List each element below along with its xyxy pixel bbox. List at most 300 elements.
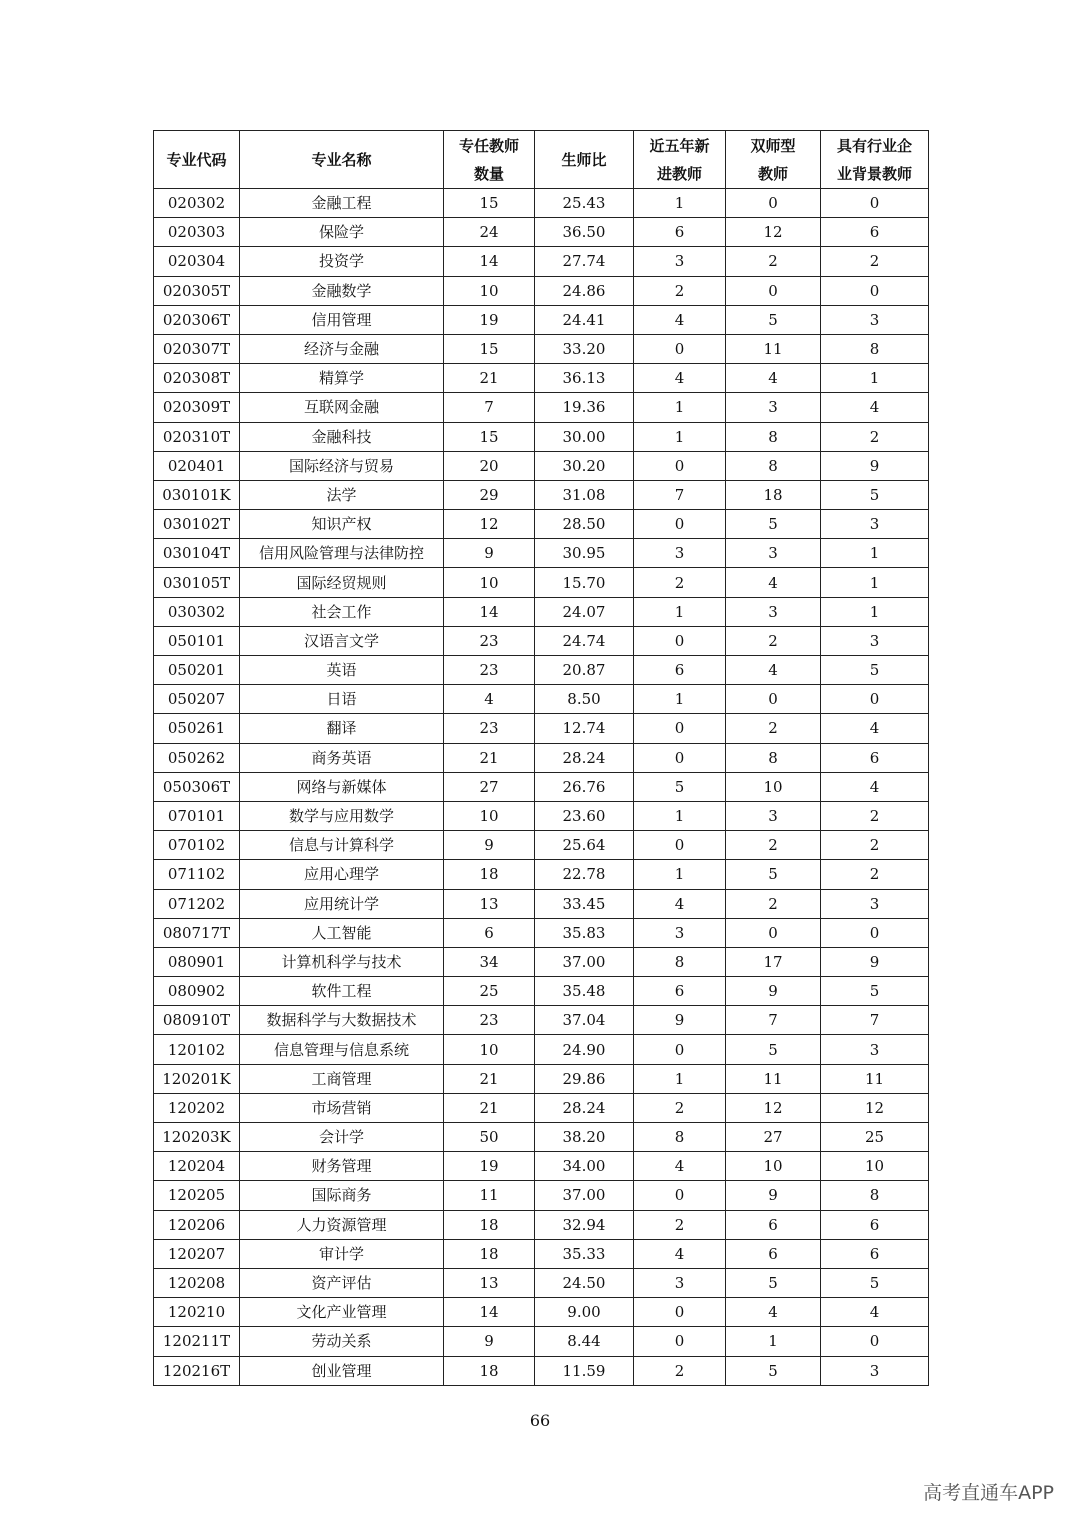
table-cell: 13 <box>444 889 535 918</box>
table-cell: 29 <box>444 480 535 509</box>
table-cell: 11 <box>821 1064 929 1093</box>
table-cell: 25.64 <box>535 831 634 860</box>
table-cell: 50 <box>444 1123 535 1152</box>
table-row <box>154 1152 929 1181</box>
table-cell: 3 <box>821 626 929 655</box>
table-cell: 7 <box>444 393 535 422</box>
table-cell: 信用风险管理与法律防控 <box>240 539 444 568</box>
table-cell: 020304 <box>154 247 240 276</box>
table-cell: 21 <box>444 743 535 772</box>
table-cell: 12 <box>444 510 535 539</box>
table-cell: 3 <box>726 539 821 568</box>
table-cell: 071102 <box>154 860 240 889</box>
table-cell: 8 <box>726 451 821 480</box>
table-row <box>154 1239 929 1268</box>
table-row <box>154 334 929 363</box>
table-cell: 7 <box>634 480 726 509</box>
table-cell: 4 <box>634 364 726 393</box>
table-cell: 2 <box>726 889 821 918</box>
table-cell: 4 <box>726 656 821 685</box>
column-header: 专业代码 <box>154 131 240 189</box>
table-cell: 21 <box>444 1064 535 1093</box>
table-cell: 13 <box>444 1268 535 1297</box>
table-cell: 1 <box>634 422 726 451</box>
table-cell: 8 <box>726 743 821 772</box>
table-cell: 050101 <box>154 626 240 655</box>
table-cell: 15 <box>444 334 535 363</box>
table-cell: 4 <box>634 889 726 918</box>
table-cell: 3 <box>821 1356 929 1385</box>
table-cell: 9 <box>821 947 929 976</box>
table-cell: 080902 <box>154 977 240 1006</box>
table-cell: 11 <box>444 1181 535 1210</box>
table-cell: 5 <box>821 656 929 685</box>
table-cell: 2 <box>821 860 929 889</box>
table-cell: 36.50 <box>535 218 634 247</box>
table-cell: 120211T <box>154 1327 240 1356</box>
table-cell: 6 <box>726 1239 821 1268</box>
table-cell: 劳动关系 <box>240 1327 444 1356</box>
table-cell: 保险学 <box>240 218 444 247</box>
table-cell: 英语 <box>240 656 444 685</box>
table-cell: 120205 <box>154 1181 240 1210</box>
majors-faculty-table <box>153 130 929 1386</box>
table-cell: 120102 <box>154 1035 240 1064</box>
table-row <box>154 393 929 422</box>
table-cell: 5 <box>634 772 726 801</box>
table-cell: 23 <box>444 714 535 743</box>
table-cell: 1 <box>634 1064 726 1093</box>
table-cell: 21 <box>444 1093 535 1122</box>
table-header <box>154 131 929 189</box>
table-cell: 2 <box>634 276 726 305</box>
table-cell: 6 <box>821 218 929 247</box>
table-cell: 国际经济与贸易 <box>240 451 444 480</box>
table-cell: 8 <box>634 1123 726 1152</box>
table-cell: 32.94 <box>535 1210 634 1239</box>
table-cell: 6 <box>821 743 929 772</box>
table-row <box>154 218 929 247</box>
table-cell: 37.04 <box>535 1006 634 1035</box>
table-cell: 23.60 <box>535 801 634 830</box>
table-row <box>154 918 929 947</box>
table-cell: 030101K <box>154 480 240 509</box>
table-row <box>154 656 929 685</box>
table-cell: 37.00 <box>535 947 634 976</box>
table-cell: 2 <box>726 247 821 276</box>
table-cell: 法学 <box>240 480 444 509</box>
table-cell: 0 <box>821 1327 929 1356</box>
table-row <box>154 831 929 860</box>
table-cell: 人工智能 <box>240 918 444 947</box>
table-cell: 020308T <box>154 364 240 393</box>
table-cell: 1 <box>634 860 726 889</box>
table-row <box>154 1093 929 1122</box>
table-cell: 25.43 <box>535 189 634 218</box>
table-row <box>154 510 929 539</box>
table-cell: 金融数学 <box>240 276 444 305</box>
table-cell: 2 <box>634 1093 726 1122</box>
table-cell: 审计学 <box>240 1239 444 1268</box>
table-cell: 5 <box>726 1356 821 1385</box>
table-cell: 120206 <box>154 1210 240 1239</box>
table-cell: 0 <box>726 685 821 714</box>
table-cell: 17 <box>726 947 821 976</box>
table-cell: 计算机科学与技术 <box>240 947 444 976</box>
table-cell: 18 <box>726 480 821 509</box>
table-cell: 5 <box>726 1035 821 1064</box>
table-cell: 1 <box>821 568 929 597</box>
table-cell: 23 <box>444 626 535 655</box>
table-cell: 0 <box>634 626 726 655</box>
table-cell: 020302 <box>154 189 240 218</box>
table-cell: 国际经贸规则 <box>240 568 444 597</box>
table-body <box>154 189 929 1386</box>
table-cell: 36.13 <box>535 364 634 393</box>
table-cell: 日语 <box>240 685 444 714</box>
table-row <box>154 422 929 451</box>
table-row <box>154 568 929 597</box>
table-cell: 120208 <box>154 1268 240 1297</box>
table-row <box>154 1210 929 1239</box>
table-cell: 24.50 <box>535 1268 634 1297</box>
table-cell: 28.24 <box>535 1093 634 1122</box>
column-header: 具有行业企 业背景教师 <box>821 131 929 189</box>
table-cell: 120202 <box>154 1093 240 1122</box>
table-cell: 030105T <box>154 568 240 597</box>
table-cell: 24.07 <box>535 597 634 626</box>
column-header: 专任教师 数量 <box>444 131 535 189</box>
table-row <box>154 1123 929 1152</box>
table-cell: 19 <box>444 305 535 334</box>
table-cell: 27 <box>726 1123 821 1152</box>
table-cell: 18 <box>444 1210 535 1239</box>
table-cell: 0 <box>634 831 726 860</box>
table-row <box>154 743 929 772</box>
table-cell: 080717T <box>154 918 240 947</box>
table-cell: 0 <box>634 334 726 363</box>
table-row <box>154 889 929 918</box>
table-cell: 15 <box>444 422 535 451</box>
table-cell: 9 <box>444 831 535 860</box>
table-cell: 27.74 <box>535 247 634 276</box>
table-cell: 1 <box>726 1327 821 1356</box>
table-cell: 071202 <box>154 889 240 918</box>
table-row <box>154 1268 929 1297</box>
table-cell: 080901 <box>154 947 240 976</box>
table-cell: 030302 <box>154 597 240 626</box>
table-cell: 6 <box>634 977 726 1006</box>
table-cell: 10 <box>821 1152 929 1181</box>
table-cell: 10 <box>444 1035 535 1064</box>
table-cell: 1 <box>821 597 929 626</box>
table-cell: 10 <box>726 772 821 801</box>
table-cell: 信用管理 <box>240 305 444 334</box>
table-row <box>154 1181 929 1210</box>
table-cell: 0 <box>634 1035 726 1064</box>
table-cell: 8.44 <box>535 1327 634 1356</box>
column-header: 近五年新 进教师 <box>634 131 726 189</box>
table-cell: 软件工程 <box>240 977 444 1006</box>
table-cell: 120207 <box>154 1239 240 1268</box>
table-cell: 数据科学与大数据技术 <box>240 1006 444 1035</box>
column-header: 双师型 教师 <box>726 131 821 189</box>
table-cell: 14 <box>444 247 535 276</box>
table-cell: 29.86 <box>535 1064 634 1093</box>
table-cell: 0 <box>634 1181 726 1210</box>
table-cell: 0 <box>726 276 821 305</box>
table-cell: 0 <box>634 743 726 772</box>
table-cell: 4 <box>444 685 535 714</box>
table-cell: 7 <box>726 1006 821 1035</box>
table-cell: 2 <box>821 422 929 451</box>
table-cell: 信息与计算科学 <box>240 831 444 860</box>
table-row <box>154 451 929 480</box>
table-cell: 1 <box>634 189 726 218</box>
table-cell: 21 <box>444 364 535 393</box>
table-row <box>154 714 929 743</box>
table-cell: 3 <box>634 918 726 947</box>
table-cell: 0 <box>821 276 929 305</box>
table-cell: 4 <box>821 772 929 801</box>
table-cell: 0 <box>821 918 929 947</box>
table-cell: 24 <box>444 218 535 247</box>
table-cell: 8 <box>634 947 726 976</box>
table-row <box>154 772 929 801</box>
table-cell: 2 <box>726 626 821 655</box>
table-cell: 3 <box>821 510 929 539</box>
table-row <box>154 860 929 889</box>
table-cell: 8 <box>821 1181 929 1210</box>
table-cell: 25 <box>444 977 535 1006</box>
table-cell: 0 <box>634 1327 726 1356</box>
table-row <box>154 539 929 568</box>
table-cell: 15.70 <box>535 568 634 597</box>
table-cell: 050261 <box>154 714 240 743</box>
table-cell: 10 <box>444 276 535 305</box>
table-cell: 3 <box>634 539 726 568</box>
table-cell: 4 <box>634 305 726 334</box>
table-cell: 31.08 <box>535 480 634 509</box>
table-cell: 2 <box>634 568 726 597</box>
table-cell: 38.20 <box>535 1123 634 1152</box>
column-header: 生师比 <box>535 131 634 189</box>
table-cell: 050207 <box>154 685 240 714</box>
table-cell: 6 <box>821 1210 929 1239</box>
table-cell: 18 <box>444 860 535 889</box>
table-cell: 35.48 <box>535 977 634 1006</box>
table-cell: 会计学 <box>240 1123 444 1152</box>
table-cell: 9 <box>726 1181 821 1210</box>
table-cell: 050201 <box>154 656 240 685</box>
table-row <box>154 1298 929 1327</box>
table-cell: 9 <box>821 451 929 480</box>
table-cell: 工商管理 <box>240 1064 444 1093</box>
table-cell: 120216T <box>154 1356 240 1385</box>
table-cell: 23 <box>444 1006 535 1035</box>
table-cell: 19.36 <box>535 393 634 422</box>
table-cell: 120204 <box>154 1152 240 1181</box>
table-cell: 35.83 <box>535 918 634 947</box>
table-cell: 1 <box>821 539 929 568</box>
table-cell: 12.74 <box>535 714 634 743</box>
table-row <box>154 626 929 655</box>
table-cell: 23 <box>444 656 535 685</box>
table-cell: 020305T <box>154 276 240 305</box>
table-cell: 24.86 <box>535 276 634 305</box>
table-cell: 0 <box>821 685 929 714</box>
table-cell: 4 <box>726 568 821 597</box>
table-cell: 2 <box>726 714 821 743</box>
table-row <box>154 247 929 276</box>
table-cell: 28.50 <box>535 510 634 539</box>
table-cell: 4 <box>726 1298 821 1327</box>
table-cell: 19 <box>444 1152 535 1181</box>
table-cell: 0 <box>821 189 929 218</box>
table-cell: 4 <box>634 1152 726 1181</box>
table-cell: 20.87 <box>535 656 634 685</box>
table-cell: 8.50 <box>535 685 634 714</box>
table-cell: 信息管理与信息系统 <box>240 1035 444 1064</box>
table-row <box>154 364 929 393</box>
table-row <box>154 189 929 218</box>
table-cell: 3 <box>821 889 929 918</box>
table-cell: 14 <box>444 597 535 626</box>
table-cell: 3 <box>726 597 821 626</box>
watermark-text: 高考直通车APP <box>923 1482 1054 1504</box>
table-cell: 4 <box>634 1239 726 1268</box>
table-cell: 120203K <box>154 1123 240 1152</box>
table-cell: 2 <box>821 831 929 860</box>
table-cell: 030102T <box>154 510 240 539</box>
table-cell: 5 <box>726 305 821 334</box>
table-cell: 0 <box>726 189 821 218</box>
table-cell: 5 <box>726 510 821 539</box>
table-cell: 网络与新媒体 <box>240 772 444 801</box>
table-cell: 金融工程 <box>240 189 444 218</box>
table-cell: 汉语言文学 <box>240 626 444 655</box>
table-cell: 1 <box>634 801 726 830</box>
table-cell: 080910T <box>154 1006 240 1035</box>
table-cell: 应用统计学 <box>240 889 444 918</box>
table-row <box>154 1064 929 1093</box>
table-cell: 6 <box>726 1210 821 1239</box>
table-cell: 34 <box>444 947 535 976</box>
table-cell: 18 <box>444 1239 535 1268</box>
table-cell: 商务英语 <box>240 743 444 772</box>
table-cell: 37.00 <box>535 1181 634 1210</box>
table-cell: 020310T <box>154 422 240 451</box>
table-cell: 11 <box>726 334 821 363</box>
table-cell: 18 <box>444 1356 535 1385</box>
table-cell: 5 <box>821 1268 929 1297</box>
table-cell: 3 <box>634 1268 726 1297</box>
table-cell: 财务管理 <box>240 1152 444 1181</box>
table-cell: 投资学 <box>240 247 444 276</box>
table-cell: 金融科技 <box>240 422 444 451</box>
table-cell: 22.78 <box>535 860 634 889</box>
table-cell: 5 <box>726 1268 821 1297</box>
table-cell: 14 <box>444 1298 535 1327</box>
table-cell: 020307T <box>154 334 240 363</box>
table-cell: 数学与应用数学 <box>240 801 444 830</box>
table-cell: 27 <box>444 772 535 801</box>
table-cell: 3 <box>821 1035 929 1064</box>
table-cell: 020309T <box>154 393 240 422</box>
table-cell: 25 <box>821 1123 929 1152</box>
table-cell: 070101 <box>154 801 240 830</box>
table-cell: 7 <box>821 1006 929 1035</box>
table-cell: 30.20 <box>535 451 634 480</box>
table-row <box>154 947 929 976</box>
table-cell: 0 <box>634 510 726 539</box>
table-cell: 26.76 <box>535 772 634 801</box>
table-cell: 4 <box>821 714 929 743</box>
table-cell: 35.33 <box>535 1239 634 1268</box>
table-cell: 国际商务 <box>240 1181 444 1210</box>
page-number: 66 <box>529 1411 551 1430</box>
table-cell: 120210 <box>154 1298 240 1327</box>
table-cell: 知识产权 <box>240 510 444 539</box>
table-cell: 12 <box>726 218 821 247</box>
table-cell: 文化产业管理 <box>240 1298 444 1327</box>
table-cell: 020401 <box>154 451 240 480</box>
table-cell: 0 <box>726 918 821 947</box>
table-cell: 10 <box>726 1152 821 1181</box>
table-row <box>154 685 929 714</box>
table-cell: 24.90 <box>535 1035 634 1064</box>
table-cell: 020306T <box>154 305 240 334</box>
table-cell: 2 <box>821 247 929 276</box>
table-cell: 30.95 <box>535 539 634 568</box>
table-cell: 互联网金融 <box>240 393 444 422</box>
table-cell: 2 <box>634 1210 726 1239</box>
table-row <box>154 276 929 305</box>
table-cell: 30.00 <box>535 422 634 451</box>
table-cell: 5 <box>821 480 929 509</box>
table-cell: 市场营销 <box>240 1093 444 1122</box>
table-cell: 12 <box>821 1093 929 1122</box>
table-row <box>154 1035 929 1064</box>
table-cell: 030104T <box>154 539 240 568</box>
table-cell: 经济与金融 <box>240 334 444 363</box>
table-cell: 2 <box>634 1356 726 1385</box>
table-cell: 9.00 <box>535 1298 634 1327</box>
table-cell: 3 <box>726 393 821 422</box>
table-row <box>154 801 929 830</box>
table-cell: 8 <box>726 422 821 451</box>
table-cell: 6 <box>821 1239 929 1268</box>
header-row <box>154 131 929 189</box>
table-cell: 资产评估 <box>240 1268 444 1297</box>
table-cell: 33.45 <box>535 889 634 918</box>
table-cell: 应用心理学 <box>240 860 444 889</box>
table-cell: 0 <box>634 1298 726 1327</box>
table-cell: 24.41 <box>535 305 634 334</box>
table-row <box>154 1006 929 1035</box>
table-cell: 11.59 <box>535 1356 634 1385</box>
table-cell: 9 <box>444 1327 535 1356</box>
table-cell: 20 <box>444 451 535 480</box>
table-row <box>154 1327 929 1356</box>
table-cell: 10 <box>444 801 535 830</box>
table-row <box>154 977 929 1006</box>
table-cell: 050262 <box>154 743 240 772</box>
table-cell: 33.20 <box>535 334 634 363</box>
table-cell: 5 <box>821 977 929 1006</box>
table-cell: 8 <box>821 334 929 363</box>
table-cell: 精算学 <box>240 364 444 393</box>
